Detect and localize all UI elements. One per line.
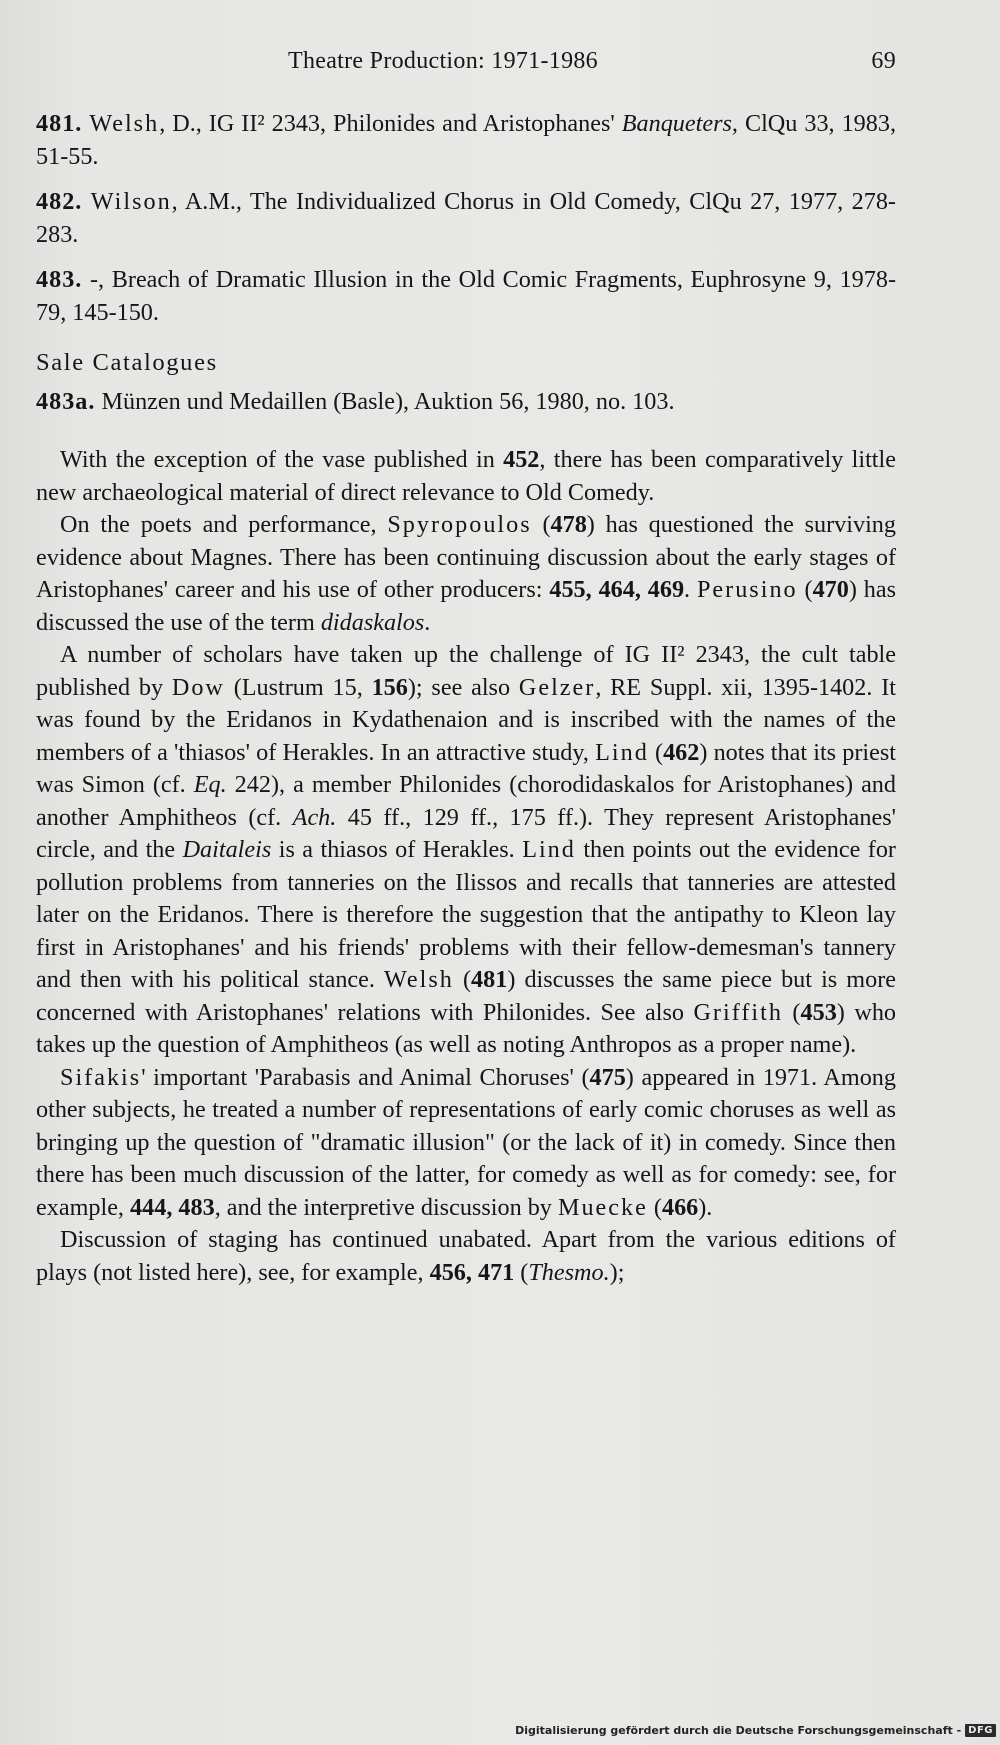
sale-catalogue-entry: 483a. Münzen und Medaillen (Basle), Auktion 56, 1980, no. 103. xyxy=(36,387,675,415)
commentary xyxy=(36,444,896,1289)
running-title: Theatre Production: 1971-1986 xyxy=(288,48,598,74)
section-heading: Sale Catalogues xyxy=(36,349,218,376)
page-text xyxy=(36,108,896,1289)
dfg-logo-icon: DFG xyxy=(965,1724,996,1737)
bibliography-entry-481: 481. Welsh, D., IG II² 2343, Philonides and Aristophanes' Banqueters, ClQu 33, 1983, 51-55. xyxy=(36,110,896,170)
page-number: 69 xyxy=(871,48,896,74)
bibliography-entry-483: 483. -, Breach of Dramatic Illusion in the Old Comic Fragments, Euphrosyne 9, 1978-79, 145-150. xyxy=(36,266,896,326)
digitization-credit xyxy=(515,1719,996,1741)
bibliography-entry-482: 482. Wilson, A.M., The Individualized Chorus in Old Comedy, ClQu 27, 1977, 278-283. xyxy=(36,188,896,248)
paragraph: Discussion of staging has continued unabated. Apart from the various editions of plays (not listed here), see, for example, 456, 471 (Thesmo.); xyxy=(36,1226,896,1286)
paragraph: Sifakis' important 'Parabasis and Animal Choruses' (475) appeared in 1971. Among other subjects, he treated a number of representations of early comic choruses as well as bringing up the question of "dramatic illusion" (or the lack of it) in comedy. Since then there has been much discussion of the latter, for comedy as well as for comedy: see, for example, 444, 483, and the interpretive discussion by Muecke (466). xyxy=(36,1063,896,1221)
credit-text: Digitalisierung gefördert durch die Deutsche Forschungsgemeinschaft - xyxy=(515,1723,962,1737)
paragraph: With the exception of the vase published in 452, there has been comparatively little new archaeological material of direct relevance to Old Comedy. xyxy=(36,446,896,506)
paragraph: A number of scholars have taken up the challenge of IG II² 2343, the cult table published by Dow (Lustrum 15, 156); see also Gelzer, RE Suppl. xii, 1395-1402. It was found by the Eridanos in Kydathenaion and is inscribed with the names of the members of a 'thiasos' of Herakles. In an attractive study, Lind (462) notes that its priest was Simon (cf. Eq. 242), a member Philonides (chorodidaskalos for Aristophanes) and another Amphitheos (cf. Ach. 45 ff., 129 ff., 175 ff.). They represent Aristophanes' circle, and the Daitaleis is a thiasos of Herakles. Lind then points out the evidence for pollution problems from tanneries on the Ilissos and recalls that tanneries are attested later on the Eridanos. There is therefore the suggestion that the antipathy to Kleon lay first in Aristophanes' and his friends' problems with their fellow-demesman's tannery and then with his political stance. Welsh (481) discusses the same piece but is more concerned with Aristophanes' relations with Philonides. See also Griffith (453) who takes up the question of Amphitheos (as well as noting Anthropos as a proper name). xyxy=(36,641,897,1058)
running-header xyxy=(36,48,896,88)
paragraph: On the poets and performance, Spyropoulos (478) has questioned the surviving evidence about Magnes. There has been continuing discussion about the early stages of Aristophanes' career and his use of other producers: 455, 464, 469. Perusino (470) has discussed the use of the term didaskalos. xyxy=(36,511,897,636)
